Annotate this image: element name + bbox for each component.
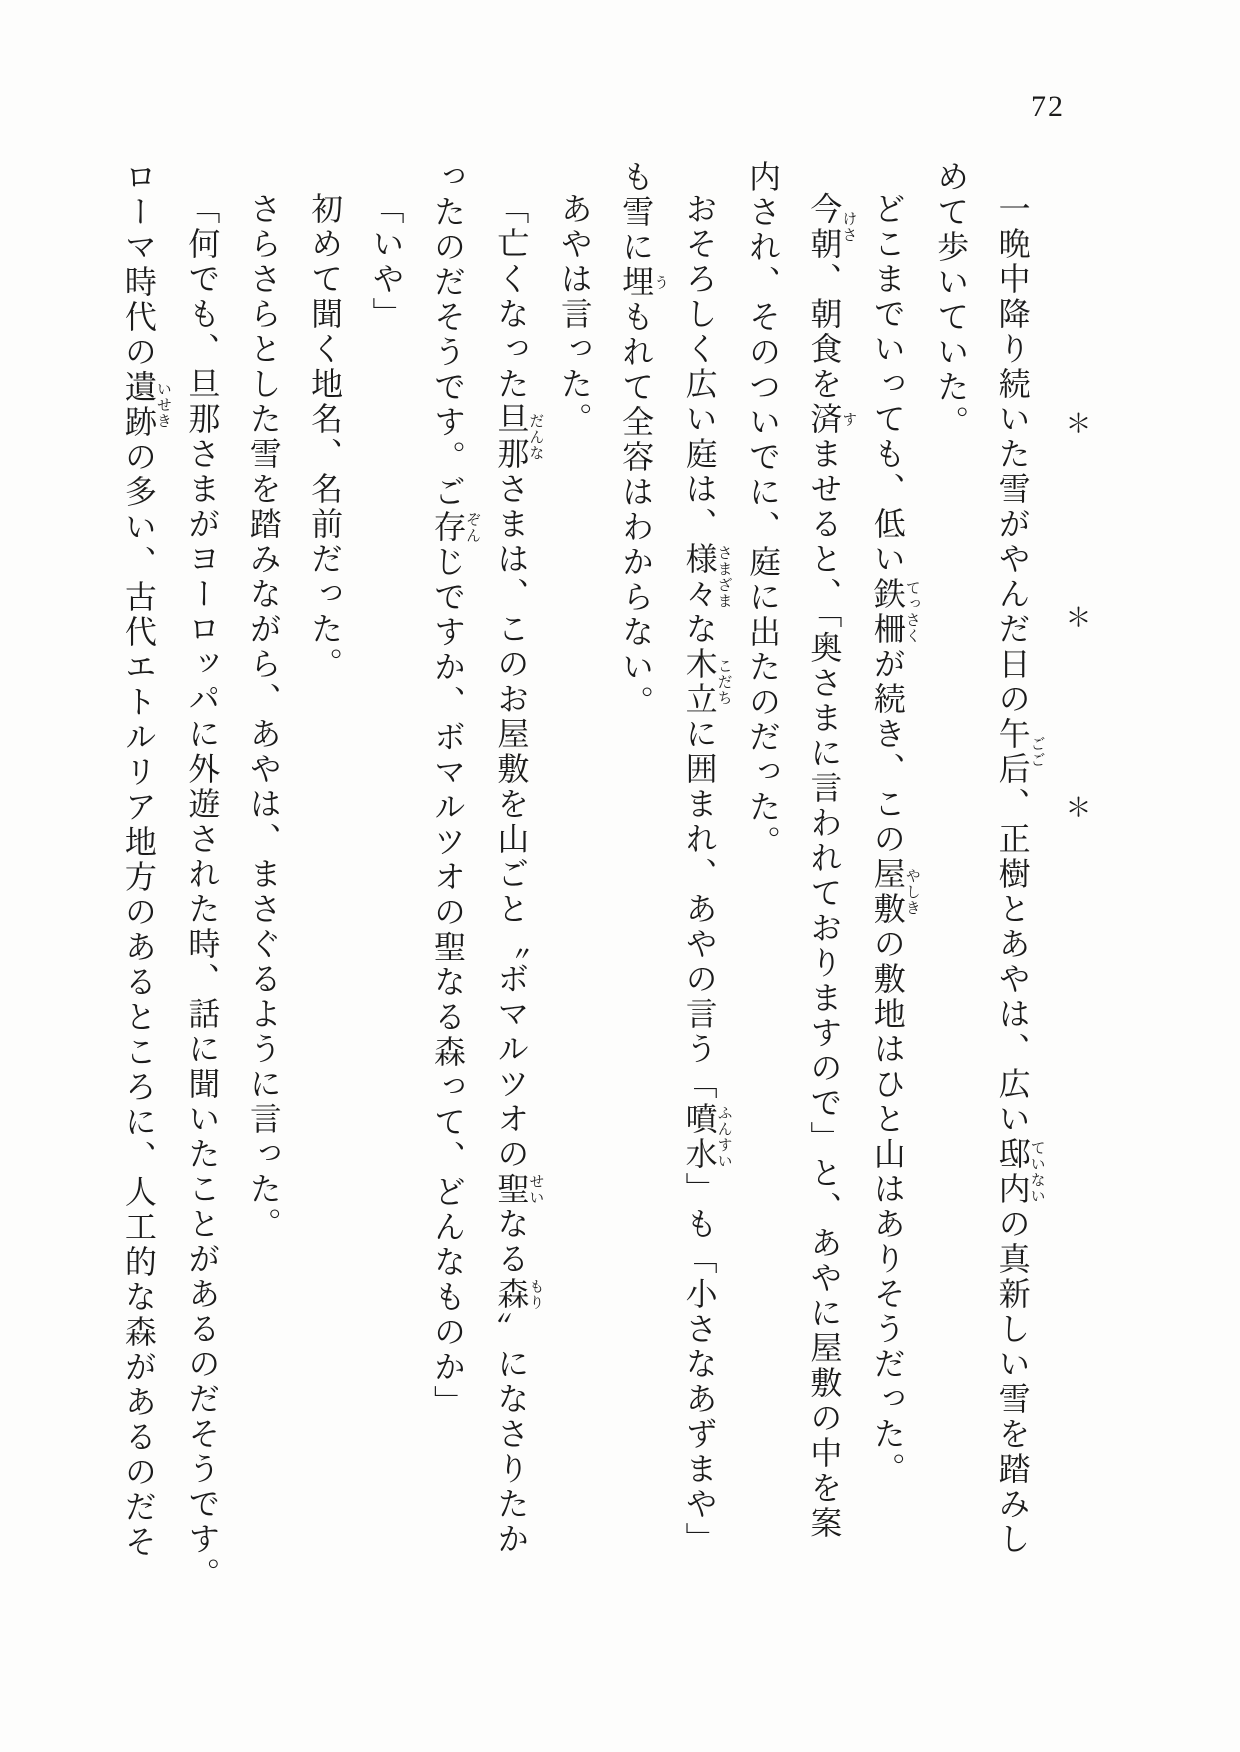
furigana: せい (527, 1172, 544, 1207)
furigana: さまざま (715, 542, 732, 612)
text-column (108, 160, 171, 1592)
text-column (605, 160, 668, 1592)
text-run: めて歩いていた。 (933, 160, 970, 440)
text-run: ませると、「奥さまに言われておりますので」と、あやに屋敷の中を案 (806, 437, 843, 1541)
text-run: に囲まれ、あやの言う「 (681, 717, 718, 1102)
text-run: の敷地はひと山はありそうだった。 (869, 927, 906, 1487)
text-run: も雪に (618, 160, 655, 265)
text-run: 「亡くなった (493, 192, 530, 402)
text-run: さまは、このお屋敷を山ごと〝ボマルツオの (493, 472, 530, 1172)
furigana: ごご (1028, 717, 1045, 787)
furigana: てっさく (903, 577, 920, 647)
text-run: どこまでいっても、低い (869, 192, 906, 577)
text-run: さらさらとした雪を踏みながら、あやは、まさぐるように言った。 (245, 192, 282, 1242)
text-column (232, 160, 293, 1592)
text-column (732, 160, 793, 1592)
ruby-annotated-word: 存ぞん (429, 510, 480, 545)
furigana: ていない (1028, 1137, 1045, 1207)
text-run: じですか、ボマルツオの聖なる森って、どんなものか」 (429, 545, 466, 1420)
text-column (355, 160, 416, 1592)
furigana: こだち (715, 647, 732, 717)
ruby-annotated-word: 聖せい (493, 1172, 544, 1207)
ruby-annotated-word: 旦那だんな (493, 402, 544, 472)
furigana: いせき (154, 370, 171, 440)
text-run: 、正樹とあやは、広い (994, 787, 1031, 1137)
ruby-annotated-word: 木立こだち (681, 647, 732, 717)
text-run: もれて全容はわからない。 (618, 300, 655, 720)
furigana: ぞん (463, 510, 480, 545)
text-run: な (681, 612, 718, 647)
ruby-annotated-word: 鉄柵てっさく (869, 577, 920, 647)
ruby-annotated-word: 様々さまざま (681, 542, 732, 612)
ruby-annotated-word: 噴水ふんすい (681, 1102, 732, 1172)
ruby-annotated-word: 午后ごご (994, 717, 1045, 787)
divider-asterisk: ＊ (1062, 794, 1091, 820)
text-run: が続き、この (869, 647, 906, 857)
text-run: ったのだそうです。ご (429, 160, 466, 510)
text-run: 「いや」 (368, 192, 405, 332)
furigana: もり (527, 1277, 544, 1312)
text-run: あやは言った。 (556, 192, 593, 437)
text-run: ローマ時代の (120, 160, 157, 370)
page-body (108, 160, 1108, 1592)
furigana: ふんすい (715, 1102, 732, 1172)
text-column (417, 160, 480, 1592)
text-run: 〟になさりたか (493, 1312, 530, 1557)
text-run: 「何でも、旦那さまがヨーロッパに外遊された時、話に聞いたことがあるのだそうです。 (184, 192, 221, 1592)
text-run: 」も「小さなあずまや」 (681, 1172, 718, 1557)
text-run: 内され、そのついでに、庭に出たのだった。 (744, 160, 781, 860)
text-column (856, 160, 919, 1592)
text-run: 初めて聞く地名、名前だった。 (307, 192, 344, 682)
ruby-annotated-word: 今朝けさ (806, 192, 857, 262)
ruby-annotated-word: 邸内ていない (994, 1137, 1045, 1207)
text-column (793, 160, 856, 1592)
text-column (480, 160, 543, 1592)
ruby-annotated-word: 遺跡いせき (120, 370, 171, 440)
furigana: す (840, 402, 857, 437)
text-column (920, 160, 981, 1592)
text-column (294, 160, 355, 1592)
text-column (981, 160, 1044, 1592)
text-run: 、朝食を (806, 262, 843, 402)
text-column (668, 160, 731, 1592)
section-divider (1045, 160, 1107, 1592)
furigana: だんな (527, 402, 544, 472)
text-run: の多い、古代エトルリア地方のあるところに、人工的な森があるのだそ (120, 440, 157, 1560)
text-column (171, 160, 232, 1592)
text-run: おそろしく広い庭は、 (681, 192, 718, 542)
page-number: 72 (1031, 90, 1065, 123)
text-run: 一晩中降り続いた雪がやんだ日の (994, 192, 1031, 717)
divider-asterisk: ＊ (1062, 410, 1091, 436)
furigana: やしき (903, 857, 920, 927)
ruby-annotated-word: 森もり (493, 1277, 544, 1312)
text-run: なる (493, 1207, 530, 1277)
text-run: の真新しい雪を踏みし (994, 1207, 1031, 1557)
ruby-annotated-word: 済す (806, 402, 857, 437)
furigana: う (652, 265, 669, 300)
furigana: けさ (840, 192, 857, 262)
ruby-annotated-word: 屋敷やしき (869, 857, 920, 927)
ruby-annotated-word: 埋う (618, 265, 669, 300)
divider-asterisk: ＊ (1062, 604, 1091, 630)
text-column (543, 160, 604, 1592)
